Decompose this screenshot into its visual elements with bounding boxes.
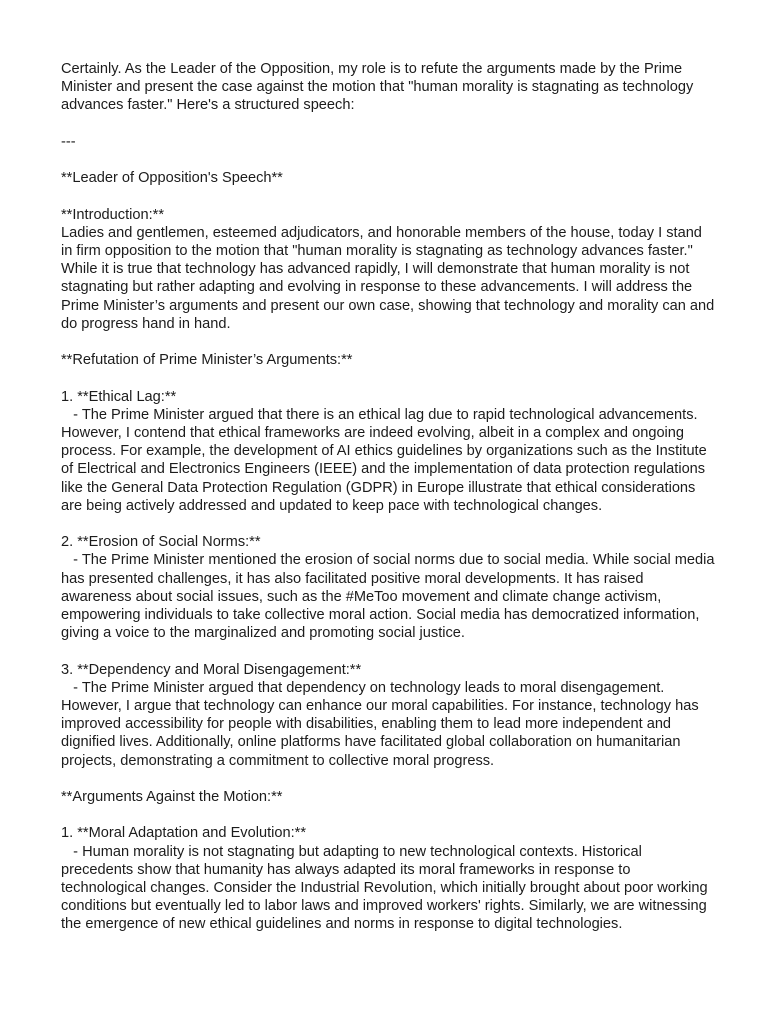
- introduction-section: **Introduction:** Ladies and gentlemen, esteemed adjudicators, and honorable members of the house, today I stand in firm opposition to the motion that "human morality is stagnating as technology advances faster." While it is true that technology has advanced rapidly, I will demonstrate that human morality is not stagnating but rather adapting and evolving in response to these advancements. I will address the Prime Minister’s arguments and present our own case, showing that technology and morality can and do progress hand in hand.: [61, 206, 715, 332]
- speech-text: [61, 60, 716, 934]
- speech-title: **Leader of Opposition's Speech**: [61, 170, 283, 187]
- opening-paragraph: Certainly. As the Leader of the Opposition, my role is to refute the arguments made by the Prime Minister and present the case against the motion that "human morality is stagnating as technology advances faster." Here's a structured speech:: [61, 61, 698, 114]
- refutation-point-dependency: 3. **Dependency and Moral Disengagement:** - The Prime Minister argued that dependency on technology leads to moral disengagement. However, I argue that technology can enhance our moral capabilities. For instance, technology has improved accessibility for people with disabilities, enabling them to lead more independent and dignified lives. Additionally, online platforms have facilitated global collaboration on humanitarian projects, demonstrating a commitment to collective moral progress.: [61, 661, 699, 769]
- argument-point-moral-adaptation: 1. **Moral Adaptation and Evolution:** - Human morality is not stagnating but adapting to new technological contexts. Historical precedents show that humanity has always adapted its moral frameworks in response to technological changes. Consider the Industrial Revolution, which initially brought about poor working conditions but eventually led to labor laws and improved workers' rights. Similarly, we are witnessing the emergence of new ethical guidelines and norms in response to digital technologies.: [61, 825, 708, 933]
- refutation-heading: **Refutation of Prime Minister’s Arguments:**: [61, 352, 353, 369]
- separator-line: ---: [61, 133, 76, 150]
- refutation-point-social-norms: 2. **Erosion of Social Norms:** - The Prime Minister mentioned the erosion of social norms due to social media. While social media has presented challenges, it has also facilitated positive moral developments. It has raised awareness about social issues, such as the #MeToo movement and climate change activism, empowering individuals to take collective moral action. Social media has democratized information, giving a voice to the marginalized and promoting social justice.: [61, 534, 715, 642]
- refutation-point-ethical-lag: 1. **Ethical Lag:** - The Prime Minister argued that there is an ethical lag due to rapid technological advancements. However, I contend that ethical frameworks are indeed evolving, albeit in a complex and ongoing process. For example, the development of AI ethics guidelines by organizations such as the Institute of Electrical and Electronics Engineers (IEEE) and the implementation of data protection regulations like the General Data Protection Regulation (GDPR) in Europe illustrate that ethical considerations are being actively addressed and updated to keep pace with technological changes.: [61, 388, 707, 514]
- arguments-heading: **Arguments Against the Motion:**: [61, 789, 283, 805]
